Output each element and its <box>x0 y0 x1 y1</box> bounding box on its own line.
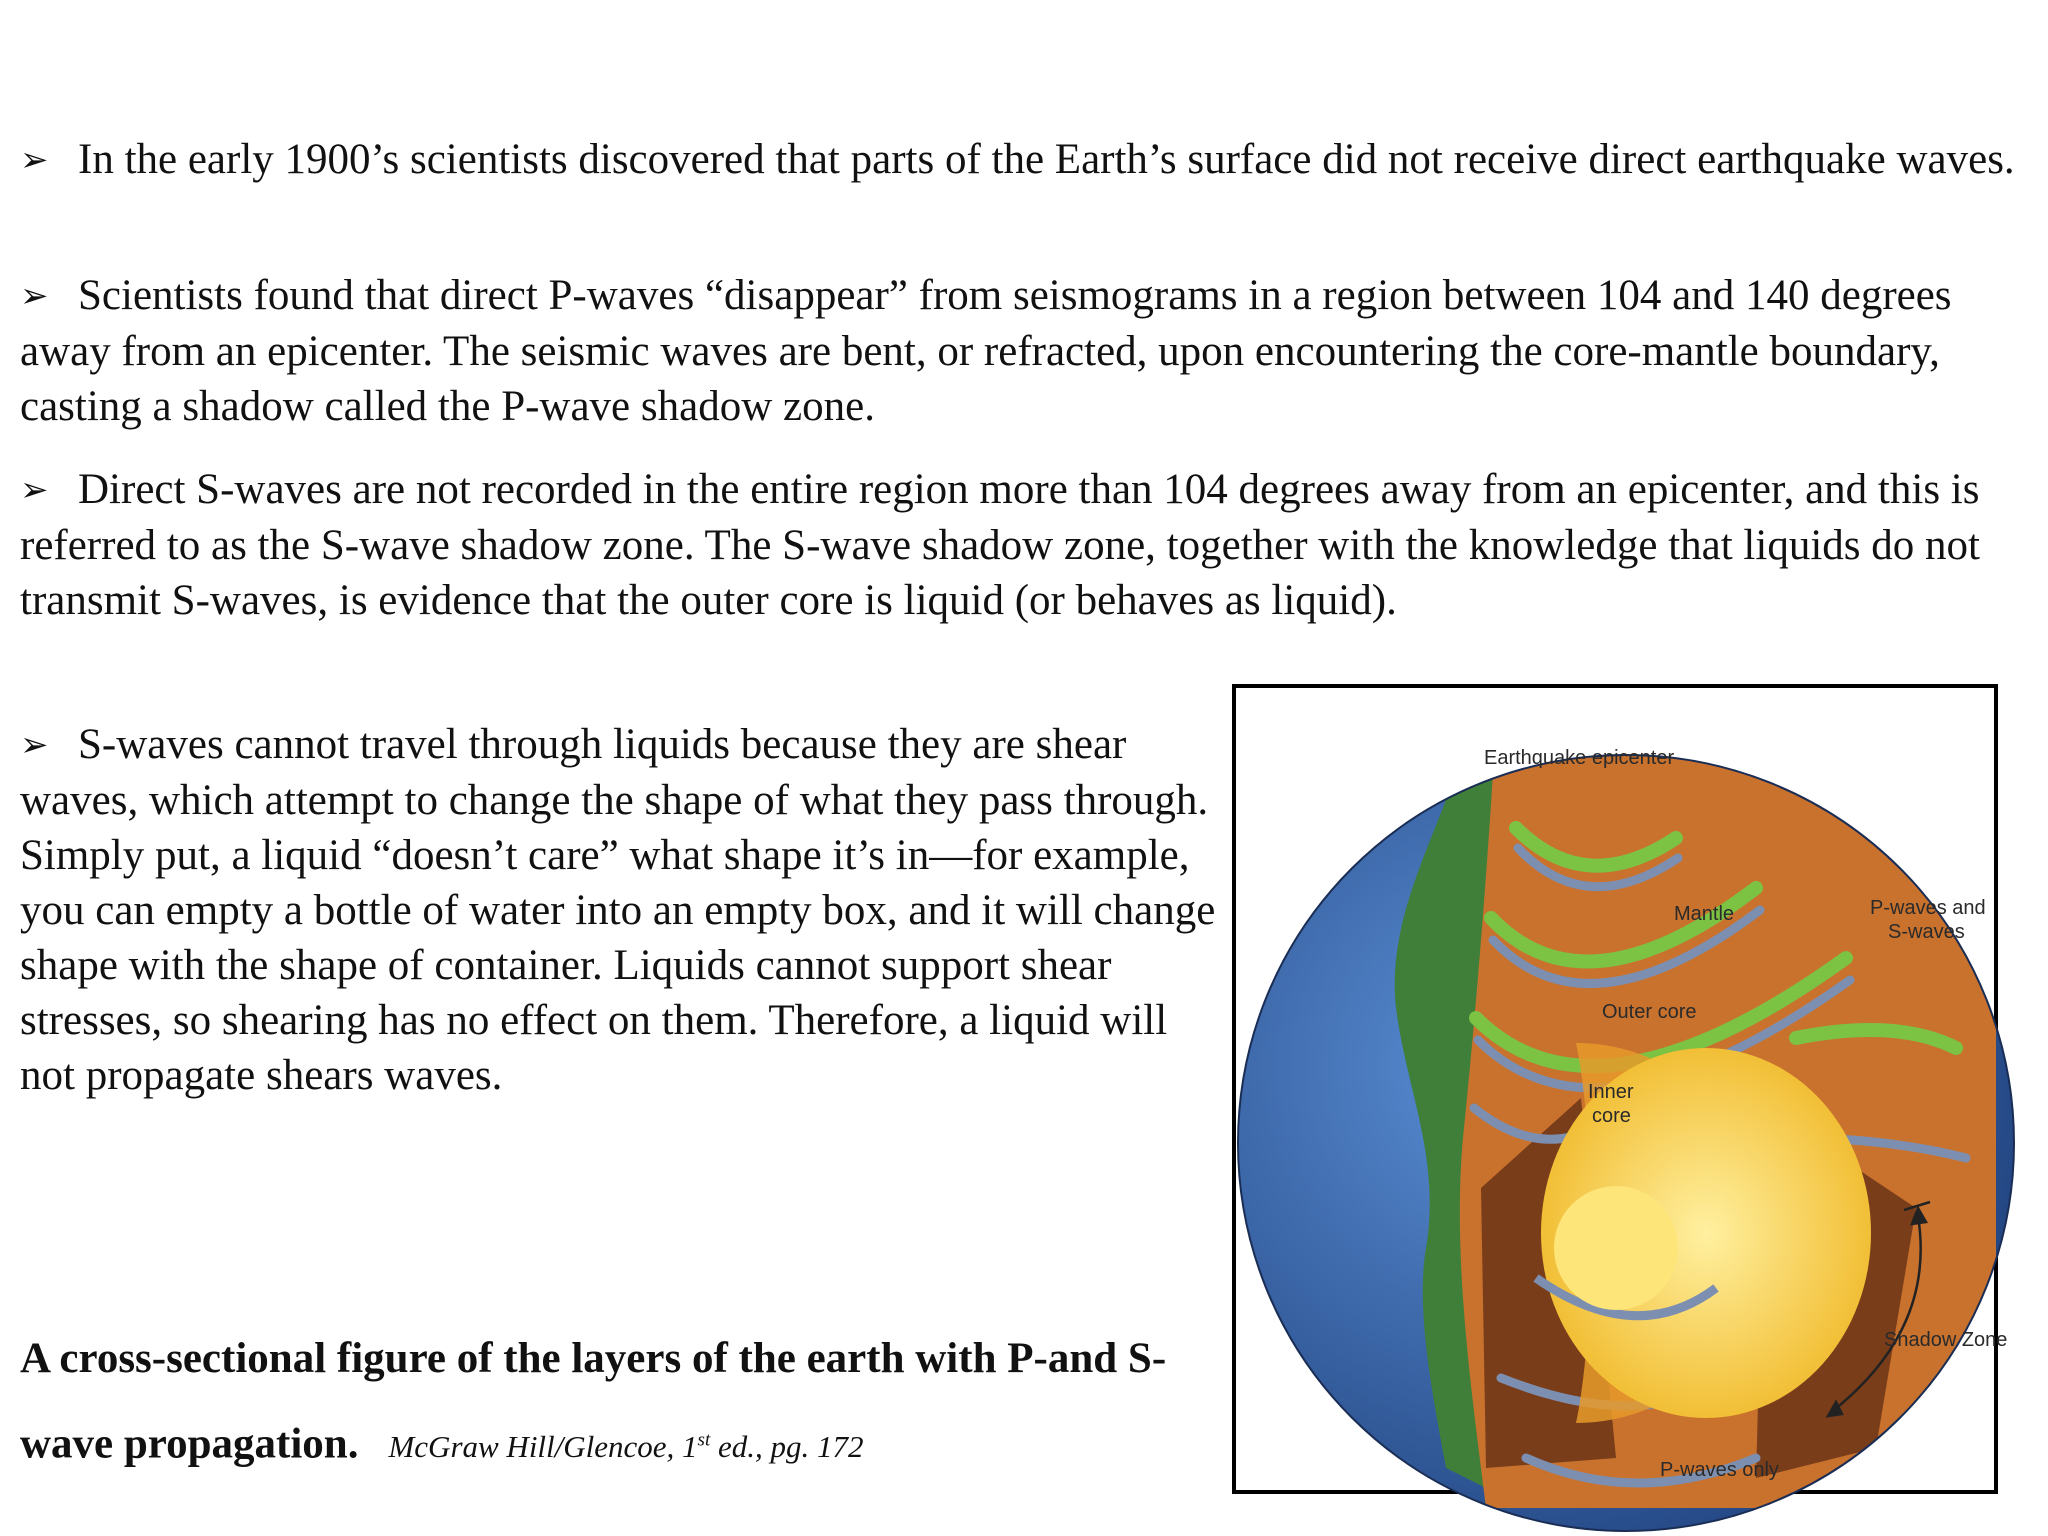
bullet-arrow-icon: ➢ <box>20 140 49 180</box>
paragraph-4-text: S-waves cannot travel through liquids because they are shear waves, which attempt to change the shape of what they pass through. Simply put, a liquid “doesn’t care” what shape it’s in—for example, you can empty a bottle of water into an empty box, and it will change shape with the shape of container. Liquids cannot support shear stresses, so shearing has no effect on them. Therefore, a liquid will not propagate shears waves. <box>20 721 1216 1099</box>
paragraph-1 <box>20 132 2030 188</box>
bullet-arrow-icon: ➢ <box>20 276 49 316</box>
citation-source: McGraw Hill/Glencoe, 1 <box>388 1429 698 1465</box>
earth-cross-section-svg <box>1236 688 2008 1490</box>
label-pwaves-only: P-waves only <box>1660 1459 1779 1481</box>
paragraph-3 <box>20 462 2030 628</box>
bullet-arrow-icon: ➢ <box>20 725 49 765</box>
label-inner-core-line2: core <box>1592 1105 1631 1127</box>
label-shadow-zone: Shadow Zone <box>1884 1329 2008 1351</box>
paragraph-1-text: In the early 1900’s scientists discovered that parts of the Earth’s surface did not receive direct earthquake waves. <box>78 136 2015 183</box>
label-inner-core-line1: Inner <box>1588 1081 1634 1103</box>
citation-rest: ed., pg. 172 <box>710 1429 864 1465</box>
caption-citation <box>388 1429 863 1464</box>
label-outer-core: Outer core <box>1602 1001 1697 1023</box>
figure-caption <box>20 1318 1220 1488</box>
label-pwaves-swaves-line1: P-waves and <box>1870 897 1986 919</box>
paragraph-4 <box>20 717 1220 1103</box>
label-earthquake-epicenter: Earthquake epicenter <box>1484 747 1675 769</box>
paragraph-2-text: Scientists found that direct P-waves “disappear” from seismograms in a region between 104 and 140 degrees away from an epicenter. The seismic waves are bent, or refracted, upon encountering the core-mantle boundary, casting a shadow called the P-wave shadow zone. <box>20 272 1952 430</box>
paragraph-3-text: Direct S-waves are not recorded in the entire region more than 104 degrees away from an epicenter, and this is referred to as the S-wave shadow zone. The S-wave shadow zone, together with the knowledge that liquids do not transmit S-waves, is evidence that the outer core is liquid (or behaves as liquid). <box>20 466 1980 624</box>
label-pwaves-swaves-line2: S-waves <box>1888 921 1965 943</box>
paragraph-2 <box>20 268 2040 434</box>
earth-cross-section-figure <box>1232 684 2008 1494</box>
caption-title: A cross-sectional figure of the layers of the earth with P-and S-wave propagation. <box>20 1335 1167 1468</box>
label-mantle: Mantle <box>1674 903 1735 925</box>
bullet-arrow-icon: ➢ <box>20 470 49 510</box>
citation-superscript: st <box>697 1430 711 1451</box>
inner-core <box>1554 1186 1678 1310</box>
